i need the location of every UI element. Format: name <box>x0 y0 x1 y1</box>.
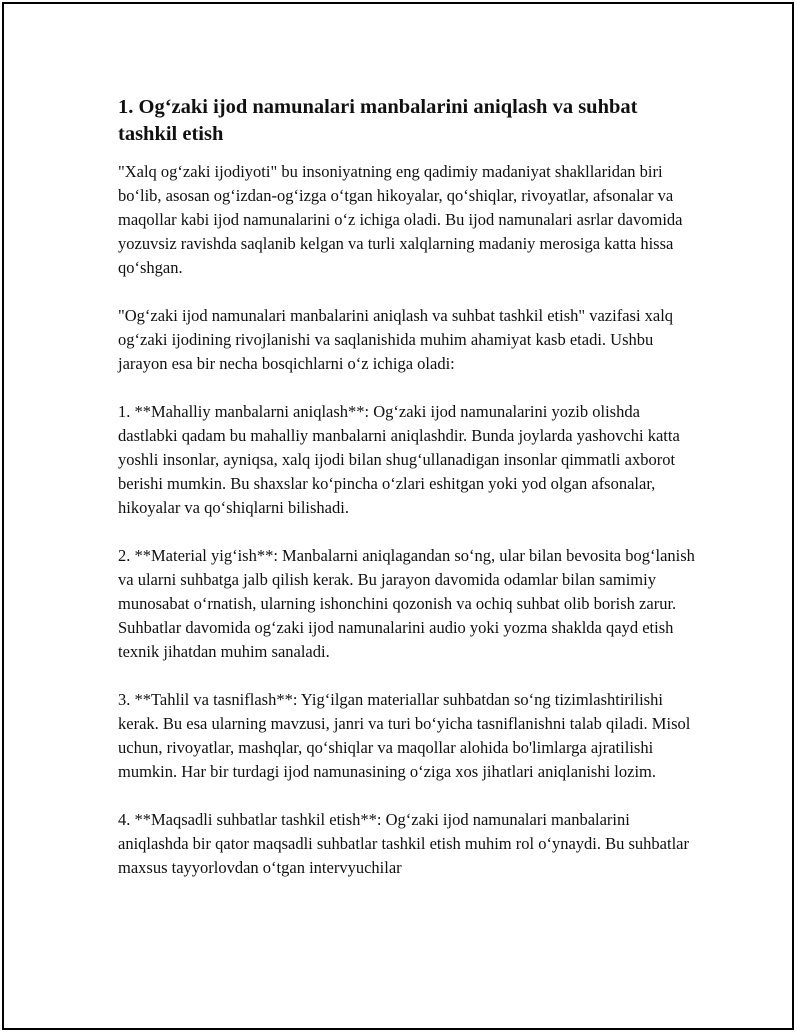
paragraph-step-3: 3. **Tahlil va tasniflash**: Yig‘ilgan materiallar suhbatdan so‘ng tizimlashtirilishi kerak. Bu esa ularning mavzusi, janri va turi bo‘yicha tasniflanishni talab qiladi. Misol uchun, rivoyatlar, mashqlar, qo‘shiqlar va maqollar alohida bo'limlarga ajratilishi mumkin. Har bir turdagi ijod namunasining o‘ziga xos jihatlari aniqlanishi lozim. <box>118 690 691 781</box>
paragraph-step-4: 4. **Maqsadli suhbatlar tashkil etish**: Og‘zaki ijod namunalari manbalarini aniqlashda bir qator maqsadli suhbatlar tashkil etish muhim rol o‘ynaydi. Bu suhbatlar maxsus tayyorlovdan o‘tgan intervyuchilar <box>118 810 689 877</box>
paragraph-intro: "Xalq og‘zaki ijodiyoti" bu insoniyatning eng qadimiy madaniyat shakllaridan biri bo‘lib, asosan og‘izdan-og‘izga o‘tgan hikoyalar, qo‘shiqlar, rivoyatlar, afsonalar va maqollar kabi ijod namunalarini o‘z ichiga oladi. Bu ijod namunalari asrlar davomida yozuvsiz ravishda saqlanib kelgan va turli xalqlarning madaniy merosiga katta hissa qo‘shgan. <box>118 162 683 277</box>
paragraph-step-1: 1. **Mahalliy manbalarni aniqlash**: Og‘zaki ijod namunalarini yozib olishda dastlabki qadam bu mahalliy manbalarni aniqlashdir. Bunda joylarda yashovchi katta yoshli insonlar, ayniqsa, xalq ijodi bilan shug‘ullanadigan insonlar qimmatli axborot berishi mumkin. Bu shaxslar ko‘pincha o‘zlari eshitgan yoki yod olgan afsonalar, hikoyalar va qo‘shiqlarni bilishadi. <box>118 402 680 517</box>
paragraph-task: "Og‘zaki ijod namunalari manbalarini aniqlash va suhbat tashkil etish" vazifasi xalq og‘zaki ijodining rivojlanishi va saqlanishida muhim ahamiyat kasb etadi. Ushbu jarayon esa bir necha bosqichlarni o‘z ichiga oladi: <box>118 306 674 373</box>
section-heading: 1. Og‘zaki ijod namunalari manbalarini aniqlash va suhbat tashkil etish <box>118 96 638 145</box>
document-body <box>118 94 698 904</box>
paragraph-step-2: 2. **Material yig‘ish**: Manbalarni aniqlagandan so‘ng, ular bilan bevosita bog‘lanish va ularni suhbatga jalb qilish kerak. Bu jarayon davomida odamlar bilan samimiy munosabat o‘rnatish, ularning ishonchini qozonish va ochiq suhbat olib borish zarur. Suhbatlar davomida og‘zaki ijod namunalarini audio yoki yozma shaklda qayd etish texnik jihatdan muhim sanaladi. <box>118 546 695 661</box>
